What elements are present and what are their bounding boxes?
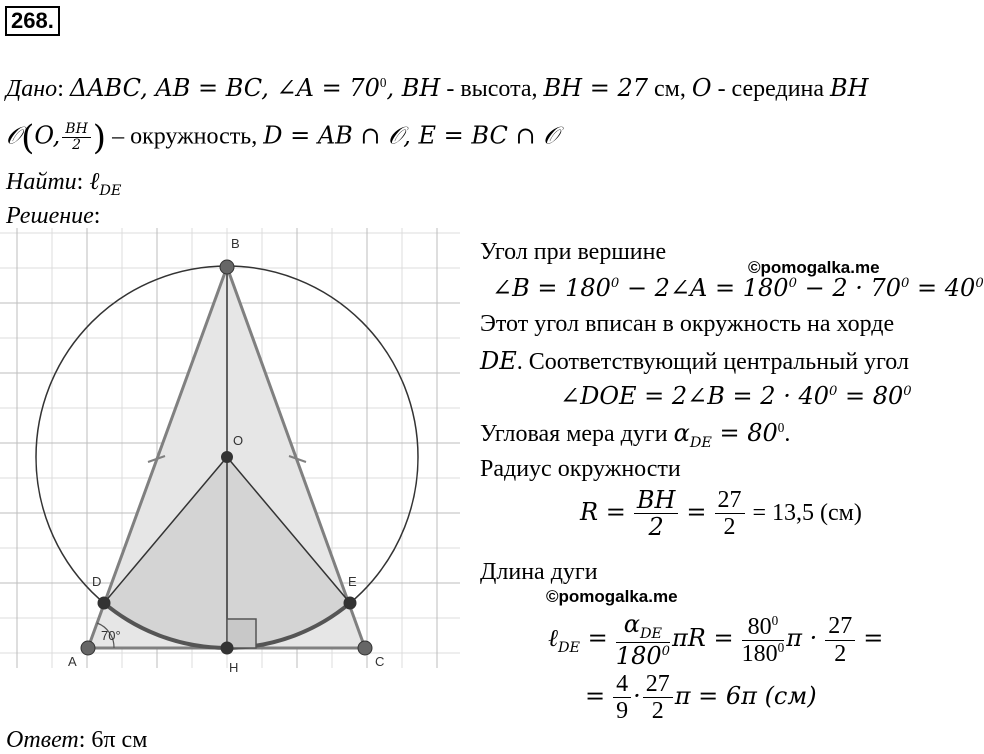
s6-c: . xyxy=(784,421,791,447)
label-angle-a: 70° xyxy=(101,628,121,643)
step-2 xyxy=(492,274,984,302)
s6-sub: DE xyxy=(689,434,712,451)
given-text-midpoint: - середина xyxy=(711,76,831,102)
s2-deg2: 0 xyxy=(788,276,797,291)
given-circle-line xyxy=(6,118,558,158)
s6-deg: 0 xyxy=(777,420,785,435)
s2-d: = 40 xyxy=(909,274,976,302)
label-b: B xyxy=(231,236,240,251)
s10-l: ℓ xyxy=(548,624,558,653)
s6-alpha: α xyxy=(673,419,690,447)
s10-end: = xyxy=(863,624,884,653)
point-c xyxy=(358,641,372,655)
s11-num2: 27 xyxy=(643,672,673,698)
degree-sup: 0 xyxy=(379,75,387,90)
s8-num2: 27 xyxy=(715,488,745,514)
find-value: ℓ xyxy=(89,167,100,195)
step-6 xyxy=(480,419,790,451)
step-7: Радиус окружности xyxy=(480,456,681,482)
solution-label: Решение xyxy=(6,203,94,229)
s2-deg3: 0 xyxy=(901,276,910,291)
s8-res: = 13,5 (см) xyxy=(752,499,862,526)
s10-alpha: α xyxy=(623,610,640,638)
label-a: A xyxy=(68,654,77,669)
s11-eq: = xyxy=(585,681,606,710)
radius-den: 2 xyxy=(72,137,81,154)
s5-b: = 80 xyxy=(837,382,904,410)
s10-mid: πR = xyxy=(672,624,734,653)
s10-den2-val: 180 xyxy=(741,641,778,668)
s2-c: − 2 · 70 xyxy=(796,274,902,302)
label-e: E xyxy=(348,574,357,589)
s2-a: ∠B = 180 xyxy=(492,274,611,302)
label-h: H xyxy=(229,660,239,675)
s10-num2-val: 80 xyxy=(747,613,772,640)
s11-frac2 xyxy=(643,672,673,725)
s5-deg1: 0 xyxy=(829,384,838,399)
label-o: O xyxy=(233,433,244,448)
point-a xyxy=(81,641,95,655)
radius-num: BH xyxy=(62,122,91,138)
answer-value: 6π см xyxy=(91,727,148,753)
given-line: Дано: ΔABC, AB = BC, ∠A = $70^0$, BH - высота, BH = 27 см, O - середина BH xyxy=(6,74,869,102)
s11-den1: 9 xyxy=(616,698,629,725)
label-c: C xyxy=(375,654,385,669)
paren-right: ) xyxy=(92,118,107,158)
s2-b: − 2∠A = 180 xyxy=(619,274,789,302)
geometry-figure xyxy=(0,228,460,675)
point-o xyxy=(222,452,233,463)
s10-den2 xyxy=(742,641,785,667)
s4-a: DE xyxy=(480,347,517,375)
intersection-formula: D = AB ∩ 𝒪, E = BC ∩ 𝒪 xyxy=(263,121,559,150)
s11-den2: 2 xyxy=(651,698,664,725)
s10-num1 xyxy=(616,612,670,643)
s11-frac1 xyxy=(613,672,631,725)
s10-alpha-sub: DE xyxy=(639,625,663,642)
problem-number: 268. xyxy=(5,6,60,36)
given-formula-bh-length: BH = 27 xyxy=(543,74,649,102)
answer-line: Ответ: 6π см xyxy=(6,727,148,753)
find-sub: DE xyxy=(99,182,122,199)
circle-center: O, xyxy=(34,121,61,150)
given-formula-bh: , BH xyxy=(386,74,441,102)
s10-num2 xyxy=(742,614,785,641)
s10-num3: 27 xyxy=(825,614,855,640)
s6-b: = 80 xyxy=(711,419,778,447)
s10-frac1 xyxy=(616,612,670,669)
s8-r: R = xyxy=(580,497,626,526)
given-text-cm: см, xyxy=(648,76,692,102)
point-e xyxy=(344,597,356,609)
point-h xyxy=(221,642,233,654)
step-5 xyxy=(560,382,912,410)
point-b xyxy=(220,260,234,274)
step-10 xyxy=(548,612,883,669)
radius-fraction xyxy=(62,122,91,153)
answer-label: Ответ xyxy=(6,727,79,753)
s5-deg2: 0 xyxy=(903,384,912,399)
label-d: D xyxy=(92,574,102,589)
solution-line: Решение: xyxy=(6,203,101,229)
circle-text: – окружность, xyxy=(106,123,264,150)
find-label: Найти xyxy=(6,169,77,195)
watermark-1: ©pomogalka.me xyxy=(748,258,880,277)
point-d xyxy=(98,597,110,609)
s8-num1: BH xyxy=(634,488,679,514)
s6-a: Угловая мера дуги xyxy=(480,421,674,447)
given-text-height: - высота, xyxy=(440,76,544,102)
step-4 xyxy=(480,347,909,376)
given-formula-triangle: ΔABC, AB = BC, ∠A = 70 xyxy=(69,74,380,102)
s8-frac2 xyxy=(715,488,745,541)
s10-den3: 2 xyxy=(834,640,847,667)
given-formula-o: O xyxy=(691,74,712,102)
watermark-2: ©pomogalka.me xyxy=(546,587,678,606)
s2-deg4: 0 xyxy=(975,276,984,291)
s11-num1: 4 xyxy=(613,672,631,698)
given-label: Дано xyxy=(6,76,58,102)
step-11 xyxy=(585,672,817,725)
given-formula-bh2: BH xyxy=(830,74,869,102)
s8-den1: 2 xyxy=(648,513,664,542)
s10-lsub: DE xyxy=(558,639,581,656)
s10-frac3 xyxy=(825,614,855,667)
s8-frac1 xyxy=(634,488,679,541)
s10-frac2 xyxy=(742,614,785,668)
step-8 xyxy=(580,488,862,541)
step-3: Этот угол вписан в окружность на хорде xyxy=(480,311,895,337)
find-line: Найти: ℓ$_{DE}$ xyxy=(6,167,122,199)
step-1: Угол при вершине xyxy=(480,239,667,265)
s8-den2: 2 xyxy=(723,514,736,541)
s5-a: ∠DOE = 2∠B = 2 · 40 xyxy=(560,382,829,410)
s10-den1-val: 180 xyxy=(615,641,662,670)
circle-symbol: 𝒪 xyxy=(6,121,22,150)
paren-left: ( xyxy=(21,118,35,158)
s10-eq: = xyxy=(580,624,608,653)
s10-pi: π · xyxy=(786,624,818,653)
s2-deg1: 0 xyxy=(610,276,620,291)
s10-den1 xyxy=(616,643,670,669)
s11-dot: · xyxy=(633,681,641,710)
s4-b: . Соответствующий центральный угол xyxy=(516,349,909,375)
s8-eq: = xyxy=(686,497,707,526)
step-9: Длина дуги xyxy=(480,559,598,585)
s10-num2-deg: 0 xyxy=(771,612,779,628)
s11-res: π = 6π (см) xyxy=(674,681,817,710)
s10-den2-deg: 0 xyxy=(777,640,785,656)
s10-den1-deg: 0 xyxy=(661,643,670,659)
